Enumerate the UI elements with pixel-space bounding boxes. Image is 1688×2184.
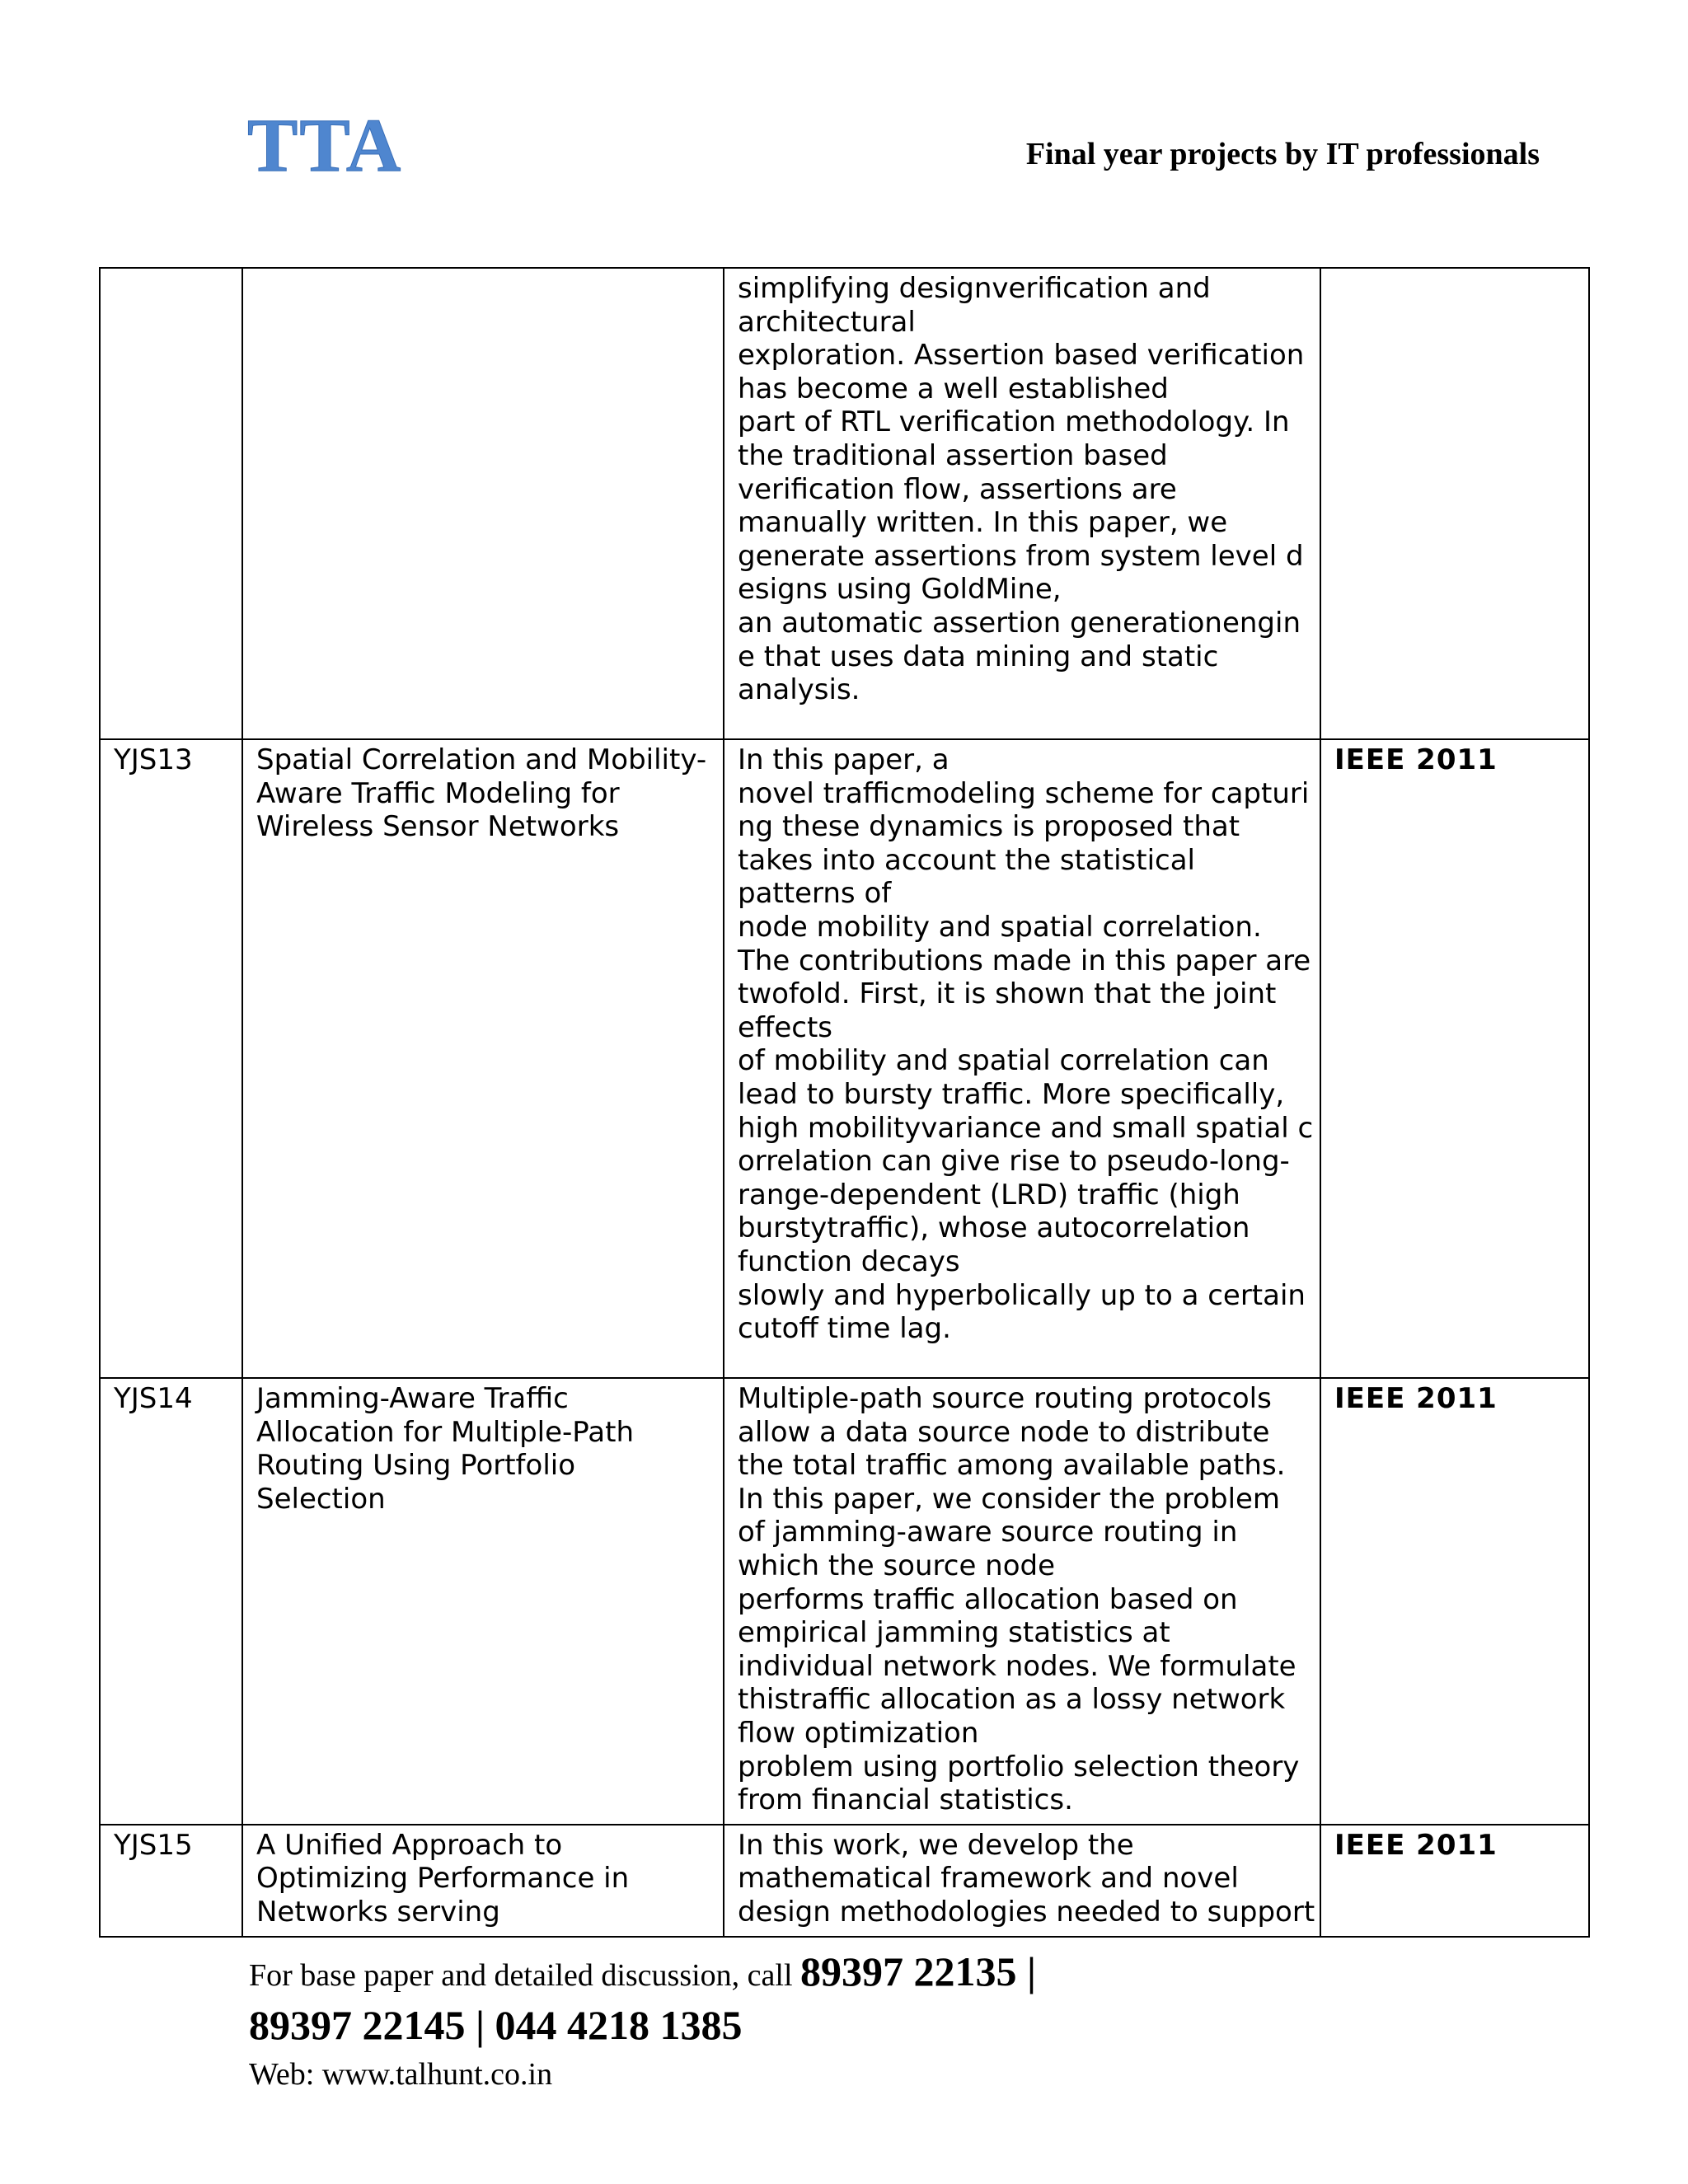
contact-line	[249, 1947, 1036, 1996]
projects-table	[99, 267, 1590, 1938]
abstract-line: performs traffic allocation based on	[738, 1582, 1238, 1616]
project-title-cell: Spatial Correlation and Mobility-Aware Traffic Modeling for Wireless Sensor Networks	[242, 739, 724, 1378]
abstract-line: mathematical framework and novel	[738, 1862, 1239, 1896]
abstract-line: of mobility and spatial correlation can	[738, 1044, 1269, 1078]
abstract-line: patterns of	[738, 877, 892, 911]
project-abstract-cell	[724, 268, 1320, 739]
abstract-line: effects	[738, 1010, 832, 1044]
abstract-line: analysis.	[738, 673, 860, 707]
project-abstract-cell	[724, 739, 1320, 1378]
abstract-line: generate assertions from system level d	[738, 539, 1304, 573]
abstract-line: novel trafficmodeling scheme for capturi	[738, 776, 1310, 810]
table-row	[100, 739, 1589, 1378]
abstract-line: the total traffic among available paths.	[738, 1449, 1286, 1483]
contact-footer	[249, 1947, 1036, 2093]
project-id-cell	[100, 268, 242, 739]
project-abstract-cell	[724, 1378, 1320, 1825]
abstract-line: flow optimization	[738, 1716, 979, 1750]
phone-number: 89397 22135 |	[800, 1948, 1037, 1994]
publication-cell: IEEE 2011	[1320, 1378, 1589, 1825]
abstract-line: thistraffic allocation as a lossy network	[738, 1683, 1286, 1717]
table-row	[100, 1378, 1589, 1825]
abstract-line: of jamming-aware source routing in	[738, 1516, 1238, 1549]
abstract-line: cutoff time lag.	[738, 1312, 951, 1346]
project-id-cell: YJS14	[100, 1378, 242, 1825]
abstract-line: the traditional assertion based	[738, 438, 1168, 472]
abstract-line: allow a data source node to distribute	[738, 1415, 1270, 1449]
table-row	[100, 1825, 1589, 1937]
abstract-line: exploration. Assertion based verification	[738, 339, 1305, 373]
abstract-line: ng these dynamics is proposed that	[738, 810, 1240, 844]
project-abstract-cell	[724, 1825, 1320, 1937]
abstract-line: manually written. In this paper, we	[738, 506, 1228, 540]
abstract-line: verification flow, assertions are	[738, 472, 1177, 506]
abstract-line: problem using portfolio selection theory	[738, 1750, 1300, 1783]
abstract-line: orrelation can give rise to pseudo-long-	[738, 1145, 1290, 1179]
abstract-line: part of RTL verification methodology. In	[738, 405, 1290, 439]
publication-cell: IEEE 2011	[1320, 1825, 1589, 1937]
abstract-line: In this paper, a	[738, 743, 950, 776]
abstract-line: Multiple-path source routing protocols	[738, 1382, 1272, 1415]
abstract-line: The contributions made in this paper are	[738, 944, 1311, 977]
abstract-line: simplifying designverification and	[738, 272, 1211, 305]
abstract-line: individual network nodes. We formulate	[738, 1649, 1296, 1683]
abstract-line: range-dependent (LRD) traffic (high	[738, 1178, 1240, 1212]
abstract-line: lead to bursty traffic. More specifically,	[738, 1077, 1285, 1111]
abstract-line: from financial statistics.	[738, 1783, 1073, 1817]
tta-logo: TTA	[247, 103, 403, 187]
phone-numbers: 89397 22145 | 044 4218 1385	[249, 2002, 743, 2048]
abstract-line: burstytraffic), whose autocorrelation	[738, 1212, 1250, 1245]
abstract-line: e that uses data mining and static	[738, 640, 1219, 673]
abstract-line: takes into account the statistical	[738, 843, 1196, 877]
abstract-line: has become a well established	[738, 372, 1169, 405]
website-link[interactable]: Web: www.talhunt.co.in	[249, 2056, 553, 2092]
abstract-line: esigns using GoldMine,	[738, 573, 1062, 607]
abstract-line: high mobilityvariance and small spatial c	[738, 1111, 1314, 1145]
abstract-line: twofold. First, it is shown that the joint	[738, 977, 1277, 1011]
abstract-line: which the source node	[738, 1549, 1056, 1582]
abstract-line: In this paper, we consider the problem	[738, 1482, 1281, 1516]
project-title-cell: Jamming-Aware Traffic Allocation for Multiple-Path Routing Using Portfolio Selection	[242, 1378, 724, 1825]
contact-prefix: For base paper and detailed discussion, call	[249, 1958, 801, 1993]
publication-cell: IEEE 2011	[1320, 739, 1589, 1378]
project-title-cell: A Unified Approach to Optimizing Performance in Networks serving	[242, 1825, 724, 1937]
publication-cell	[1320, 268, 1589, 739]
abstract-line: In this work, we develop the	[738, 1828, 1134, 1862]
table-row	[100, 268, 1589, 739]
abstract-line: empirical jamming statistics at	[738, 1616, 1170, 1650]
abstract-line: an automatic assertion generationengin	[738, 606, 1301, 640]
abstract-line: design methodologies needed to support	[738, 1895, 1315, 1929]
project-title-cell	[242, 268, 724, 739]
header-tagline: Final year projects by IT professionals	[1025, 137, 1540, 171]
abstract-line: architectural	[738, 305, 916, 339]
abstract-line: node mobility and spatial correlation.	[738, 910, 1262, 944]
project-id-cell: YJS13	[100, 739, 242, 1378]
abstract-line: function decays	[738, 1244, 960, 1278]
projects-table-body	[100, 268, 1589, 1937]
abstract-line: slowly and hyperbolically up to a certain	[738, 1278, 1306, 1312]
project-id-cell: YJS15	[100, 1825, 242, 1937]
